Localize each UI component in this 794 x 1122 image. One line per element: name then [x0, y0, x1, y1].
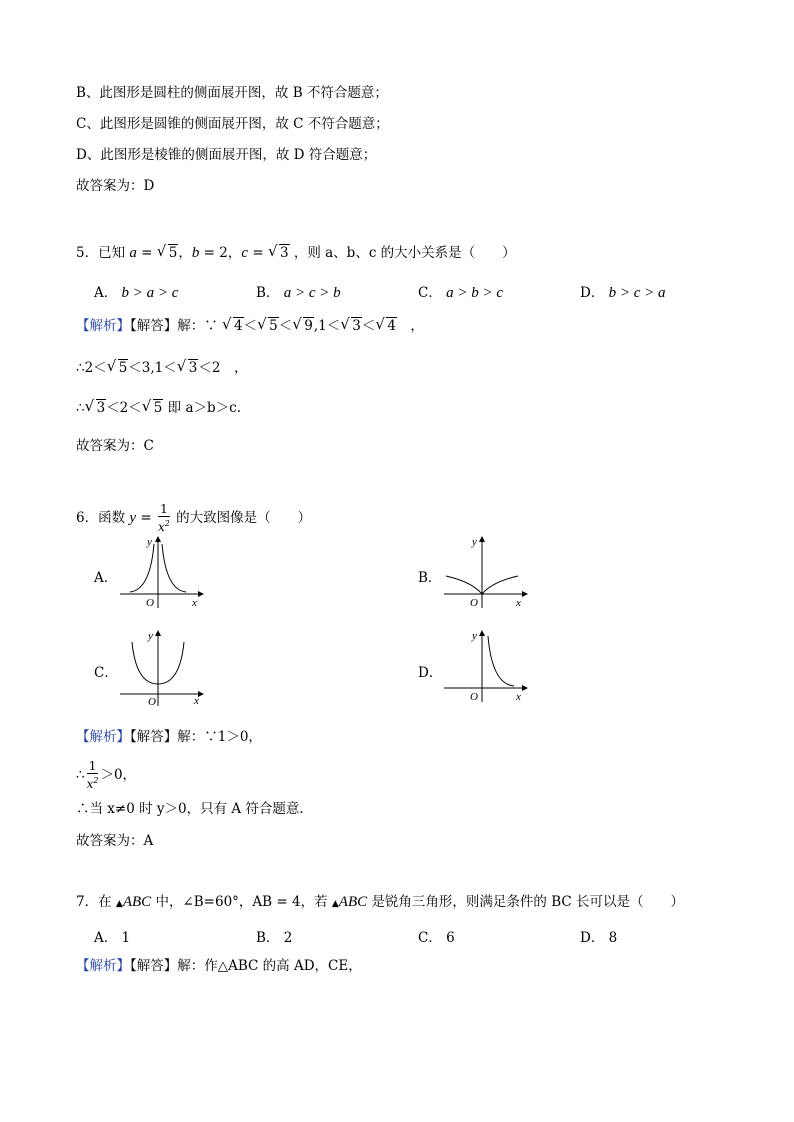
svg-text:y: y [472, 630, 477, 642]
q5-solution-step2: ∴2＜√ 5＜3,1＜√ 3＜2 ， [76, 358, 247, 378]
q5-option-a: A． b > a > c [94, 285, 179, 301]
svg-text:x: x [516, 691, 521, 703]
q5-stem-tail: ，则 a、b、c 的大小关系是（ ） [293, 245, 516, 261]
q4-option-d-explanation: D、此图形是棱锥的侧面展开图，故 D 符合题意； [76, 147, 377, 163]
jieda-tag: 【解答】解：∵1＞0， [130, 729, 262, 745]
q6-solution-step1 [76, 727, 262, 747]
svg-text:O: O [470, 691, 478, 703]
q5-stem: 5．已知 a = √ 5，b = 2，c = √ 3 ，则 a、b、c 的大小关系是（ ） [76, 243, 516, 263]
q7-stem-tail: 是锐角三角形，则满足条件的 BC 长可以是（ ） [371, 894, 685, 910]
jiexi-tag: 【解析】 [76, 729, 130, 745]
q6-label-c: C． [94, 665, 118, 681]
q6-solution-step2: ∴ $\frac{1}{x^2}$ ＞0， [76, 759, 137, 791]
q6-graph-c [118, 628, 204, 708]
jieda-tag: 【解答】解：∵ [130, 318, 218, 334]
q7-stem-mid: 中，∠B=60°，AB = 4，若 [155, 894, 328, 910]
svg-text:y: y [147, 536, 152, 548]
svg-text:O: O [470, 597, 478, 609]
q5-answer: 故答案为：C [76, 438, 154, 454]
q6-label-a: A． [94, 570, 118, 586]
svg-text:O: O [148, 696, 156, 708]
q6-solution-step3: ∴当 x≠0 时 y＞0，只有 A 符合题意. [76, 801, 304, 817]
q6-graph-d [442, 628, 528, 704]
q6-graph-b [442, 534, 528, 610]
q6-stem: 6．函数 y = $\frac{1}{x^2}$ 的大致图像是（ ） [76, 502, 312, 534]
svg-text:y: y [148, 630, 153, 642]
q7-stem: 7．在 ▲ABC 中，∠B=60°，AB = 4，若 ▲ABC 是锐角三角形，则满足条件的 BC 长可以是（ ） [76, 894, 685, 910]
jiexi-tag: 【解析】 [76, 958, 130, 974]
svg-text:y: y [472, 536, 477, 548]
q6-label-d: D． [418, 665, 443, 681]
q5-option-d: D． b > c > a [580, 285, 666, 301]
q4-answer: 故答案为：D [76, 178, 155, 194]
q7-option-d: D． 8 [580, 930, 618, 946]
q5-solution-step3: ∴√ 3＜2＜√ 5 即 a＞b＞c. [76, 398, 241, 418]
q7-solution-step1 [76, 956, 362, 976]
q6-graph-a [118, 534, 204, 610]
q4-option-c-explanation: C、此图形是圆锥的侧面展开图，故 C 不符合题意； [76, 116, 389, 132]
q6-number: 6．函数 [76, 510, 126, 526]
q7-option-c: C． 6 [418, 930, 455, 946]
jiexi-tag: 【解析】 [76, 318, 130, 334]
q6-answer: 故答案为：A [76, 833, 154, 849]
q7-number: 7．在 [76, 894, 112, 910]
q7-option-b: B． 2 [256, 930, 293, 946]
q7-option-a: A． 1 [94, 930, 131, 946]
svg-text:O: O [146, 597, 154, 609]
jieda-tag: 【解答】解：作△ABC 的高 AD，CE， [130, 958, 362, 974]
svg-text:x: x [516, 597, 521, 609]
q5-option-c: C． a > b > c [418, 285, 504, 301]
svg-text:x: x [192, 597, 197, 609]
q5-option-b: B． a > c > b [256, 285, 341, 301]
q6-label-b: B． [418, 570, 442, 586]
q6-stem-tail: 的大致图像是（ ） [176, 510, 312, 526]
q5-number: 5．已知 [76, 245, 126, 261]
svg-text:x: x [194, 695, 199, 707]
q4-option-b-explanation: B、此图形是圆柱的侧面展开图，故 B 不符合题意； [76, 85, 388, 101]
q5-solution-step1: 【解析】【解答】解：∵ √ 4＜√ 5＜√ 9,1＜√ 3＜√ 4 ， [76, 316, 424, 336]
